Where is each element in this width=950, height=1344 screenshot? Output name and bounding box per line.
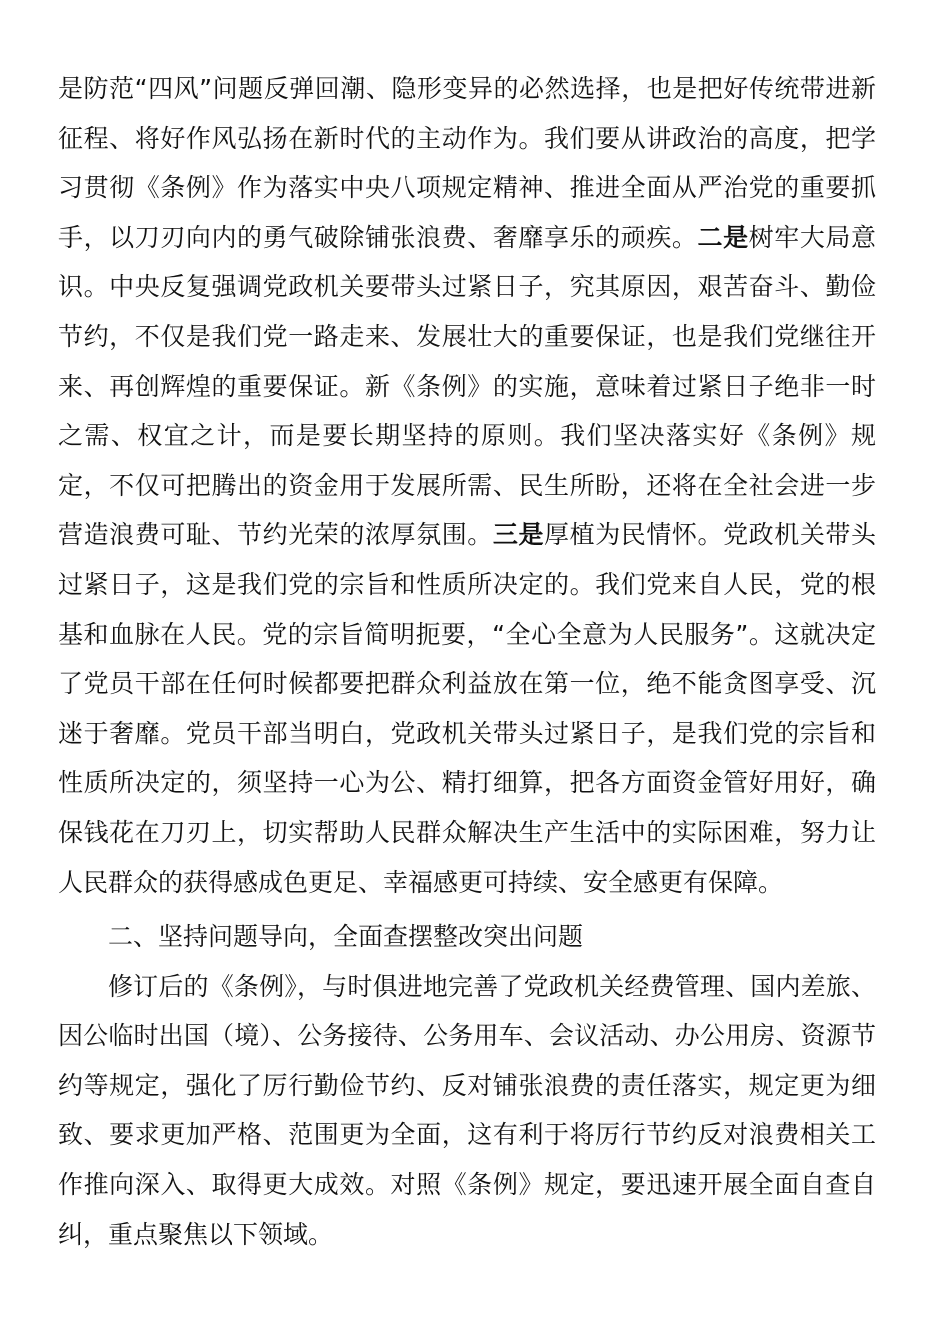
paragraph-continued (58, 64, 876, 907)
paragraph-text: 厚植为民情怀。党政机关带头过紧日子，这是我们党的宗旨和性质所决定的。我们党来自人民，党的根基和血脉在人民。党的宗旨简明扼要，“全心全意为人民服务”。这就决定了党员干部在任何时候都要把群众利益放在第一位，绝不能贪图享受、沉迷于奢靡。党员干部当明白，党政机关带头过紧日子，是我们党的宗旨和性质所决定的，须坚持一心为公、精打细算，把各方面资金管好用好，确保钱花在刀刃上，切实帮助人民群众解决生产生活中的实际困难，努力让人民群众的获得感成色更足、幸福感更可持续、安全感更有保障。 (58, 520, 876, 897)
point-three-marker: 三是 (492, 520, 545, 550)
paragraph: 修订后的《条例》，与时俱进地完善了党政机关经费管理、国内差旅、因公临时出国（境）、公务接待、公务用车、会议活动、办公用房、资源节约等规定，强化了厉行勤俭节约、反对铺张浪费的责任落实，规定更为细致、要求更加严格、范围更为全面，这有利于将厉行节约反对浪费相关工作推向深入、取得更大成效。对照《条例》规定，要迅速开展全面自查自纠，重点聚焦以下领域。 (58, 971, 876, 1249)
body-text-part-2 (58, 912, 876, 1259)
paragraph-text: 是防范“四风”问题反弹回潮、隐形变异的必然选择，也是把好传统带进新征程、将好作风弘扬在新时代的主动作为。我们要从讲政治的高度，把学习贯彻《条例》作为落实中央八项规定精神、推进全面从严治党的重要抓手，以刀刃向内的勇气破除铺张浪费、奢靡享乐的顽疾。 (58, 74, 876, 252)
section-heading: 二、坚持问题导向，全面查摆整改突出问题 (108, 922, 584, 951)
body-text-part-1 (58, 64, 876, 907)
paragraph-text: 树牢大局意识。中央反复强调党政机关要带头过紧日子，究其原因，艰苦奋斗、勤俭节约，不仅是我们党一路走来、发展壮大的重要保证，也是我们党继往开来、再创辉煌的重要保证。新《条例》的实施，意味着过紧日子绝非一时之需、权宜之计，而是要长期坚持的原则。我们坚决落实好《条例》规定，不仅可把腾出的资金用于发展所需、民生所盼，还将在全社会进一步营造浪费可耻、节约光荣的浓厚氛围。 (58, 222, 876, 550)
point-two-marker: 二是 (697, 222, 749, 252)
